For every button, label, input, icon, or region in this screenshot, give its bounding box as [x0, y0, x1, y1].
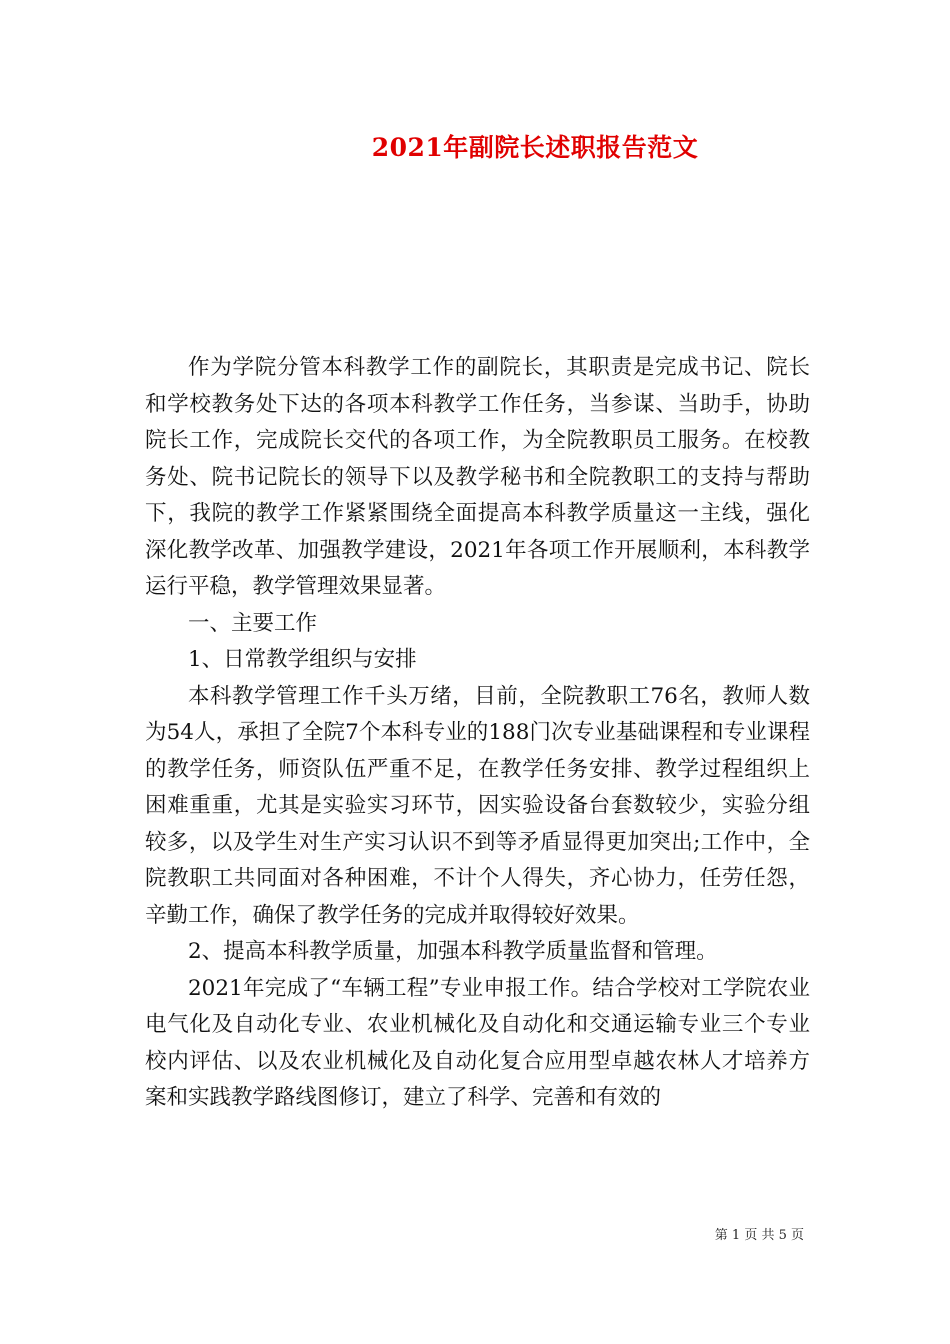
paragraph-daily-teaching: 本科教学管理工作千头万绪，目前，全院教职工76名，教师人数为54人，承担了全院7个本科专业的188门次专业基础课程和专业课程的教学任务，师资队伍严重不足，在教学任务安排、教学过程组织上困难重重，尤其是实验实习环节，因实验设备台套数较少，实验分组较多，以及学生对生产实习认识不到等矛盾显得更加突出;工作中，全院教职工共同面对各种困难，不计个人得失，齐心协力，任劳任怨，辛勤工作，确保了教学任务的完成并取得较好效果。: [145, 683, 810, 928]
document-body: [145, 350, 810, 1117]
section-heading-main-work: 一、主要工作: [188, 610, 318, 636]
page-number-footer: 第 1 页 共 5 页: [714, 1228, 804, 1243]
subsection-heading-daily-teaching: 1、日常教学组织与安排: [188, 647, 417, 672]
paragraph-intro: 作为学院分管本科教学工作的副院长，其职责是完成书记、院长和学校教务处下达的各项本科教学工作任务，当参谋、当助手，协助院长工作，完成院长交代的各项工作，为全院教职员工服务。在校教务处、院书记院长的领导下以及教学秘书和全院教职工的支持与帮助下，我院的教学工作紧紧围绕全面提高本科教学质量这一主线，强化深化教学改革、加强教学建设，2021年各项工作开展顺利，本科教学运行平稳，教学管理效果显著。: [145, 355, 810, 599]
subsection-heading-quality: 2、提高本科教学质量，加强本科教学质量监督和管理。: [188, 939, 718, 964]
document-title: 2021年副院长述职报告范文: [371, 133, 699, 162]
paragraph-quality: 2021年完成了“车辆工程”专业申报工作。结合学校对工学院农业电气化及自动化专业、农业机械化及自动化和交通运输专业三个专业校内评估、以及农业机械化及自动化复合应用型卓越农林人才培养方案和实践教学路线图修订，建立了科学、完善和有效的: [145, 975, 810, 1110]
